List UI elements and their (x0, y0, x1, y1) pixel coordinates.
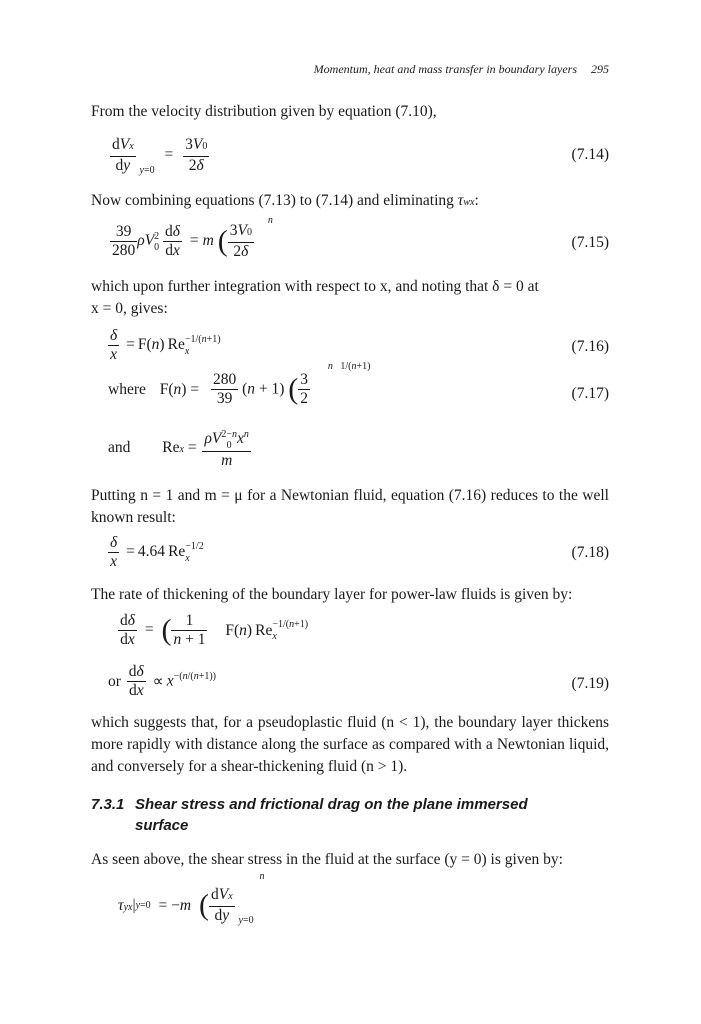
section-number: 7.3.1 (91, 796, 125, 813)
page-number: 295 (591, 62, 609, 76)
equation-number-7-17: (7.17) (571, 385, 609, 402)
integration-line-2: x = 0, gives: (91, 300, 168, 317)
or-label: or (108, 672, 121, 690)
paragraph-thickening: The rate of thickening of the boundary layer for power-law fluids is given by: (91, 586, 573, 603)
equation-shear-stress: τyx|y=0 = −m ( $\frac{\text{dVx}}{dy}$ $_{y=0}$ $^n$ (118, 871, 265, 927)
equation-7-19: or $\frac{d\delta}{dx}$ ∝ $x^{-(n/(n+1))}$ (108, 663, 217, 699)
equation-number-7-18: (7.18) (571, 544, 609, 561)
paragraph-combining-text: Now combining equations (7.13) to (7.14) and eliminating (91, 192, 454, 209)
paragraph-newtonian: Putting n = 1 and m = μ for a Newtonian fluid, equation (7.16) reduces to the well known result: (91, 487, 609, 526)
equation-number-7-16: (7.16) (571, 338, 609, 355)
and-label: and (108, 438, 131, 456)
coefficient-4-64: 4.64 (137, 543, 165, 561)
where-label: where (108, 380, 146, 398)
paragraph-pseudoplastic: which suggests that, for a pseudoplastic fluid (n < 1), the boundary layer thickens more rapidly with distance along the surface as compared with a Newtonian liquid, and conversely for a shear-thickening fluid (n > 1). (91, 714, 609, 775)
paragraph-combining: Now combining equations (7.13) to (7.14) and eliminating τwx: (91, 192, 479, 209)
running-title: Momentum, heat and mass transfer in boundary layers (313, 62, 577, 76)
equation-7-15: $\frac{39}{280}$ ρV2 0 $\frac{d\delta}{dx}$ = m ( $\frac{3V0}{2\delta}$ $^n$ (112, 215, 273, 260)
equation-7-14: $\frac{\text{dVx}}{dy}$ $_{y=0}$ = $\frac{3V0}{2\delta}$ (112, 136, 208, 177)
integration-line-1: which upon further integration with respect to x, and noting that δ = 0 at (91, 278, 539, 295)
equation-reynolds-definition: and Rex = ρV2−n 0 $x^n$ m (108, 426, 251, 470)
equation-7-16: $\frac{\delta}{x}$ = F(n) Re−1/(n+1) x (110, 327, 221, 363)
paragraph-integration (91, 276, 609, 320)
running-header (314, 62, 609, 77)
paragraph-shear-stress: As seen above, the shear stress in the fluid at the surface (y = 0) is given by: (91, 851, 563, 868)
section-title-line-1: Shear stress and frictional drag on the plane immersed (135, 796, 528, 813)
equation-7-17: where F(n) = $\frac{280}{39}$ (n + 1) ( $\frac{3}{2}$ $^{n 1/(n+1)}$ (108, 361, 371, 407)
section-heading (91, 794, 528, 836)
section-title-line-2: surface (135, 817, 189, 834)
equation-7-18: $\frac{\delta}{x}$ = 4.64 Re−1/2 x (110, 534, 204, 570)
equation-number-7-15: (7.15) (571, 234, 609, 251)
equation-number-7-14: (7.14) (571, 146, 609, 163)
equation-thickening-rate: $\frac{d\delta}{dx}$ = ( $\frac{1}{n + 1}$ F(n) Re−1/(n+1) x (120, 612, 309, 648)
equation-number-7-19: (7.19) (571, 675, 609, 692)
paragraph-velocity: From the velocity distribution given by equation (7.10), (91, 103, 437, 120)
